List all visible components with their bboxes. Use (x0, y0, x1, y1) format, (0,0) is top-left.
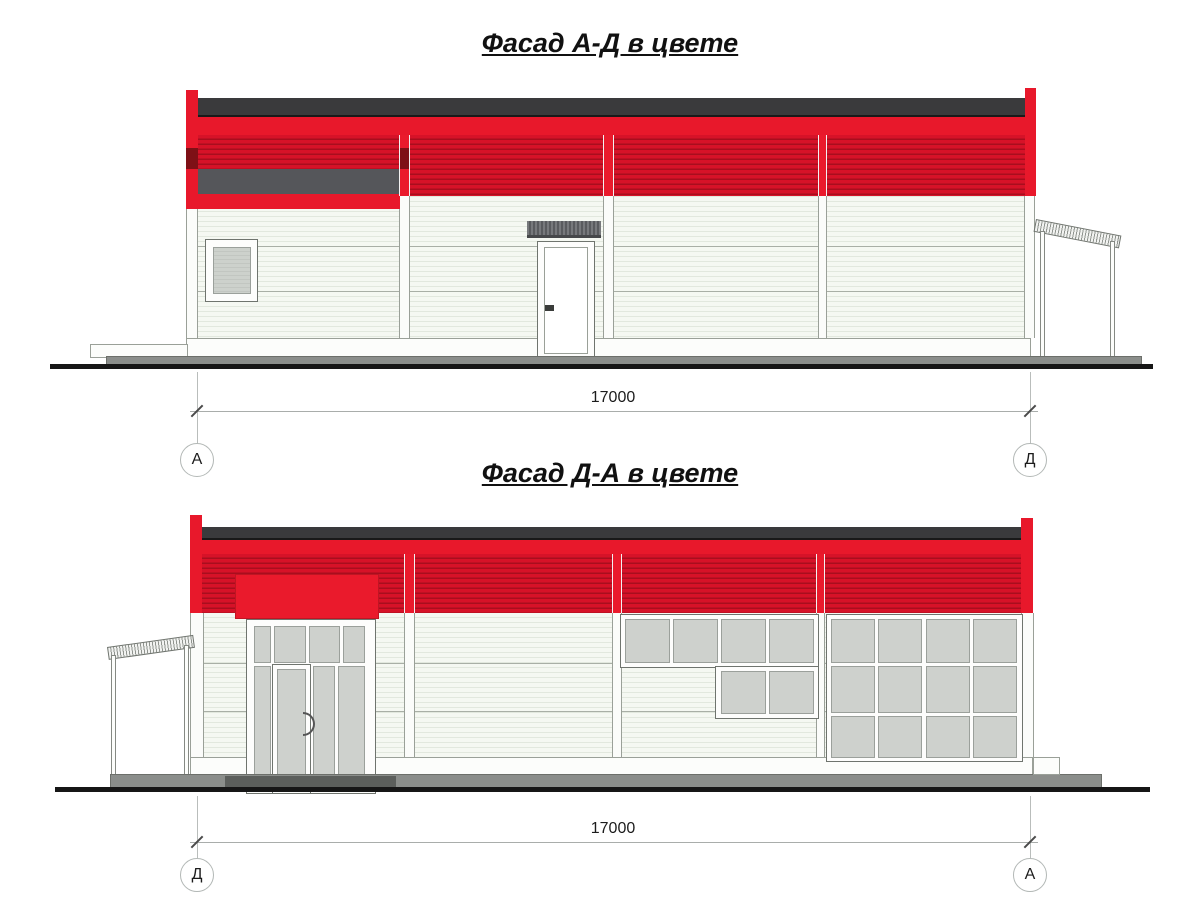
f2-glazing-pane (831, 619, 875, 663)
f1-red-band-left (197, 135, 400, 169)
f2-transom-pane (343, 626, 365, 663)
f2-glazing-pane (973, 666, 1017, 713)
f2-sidelight-left (254, 666, 271, 788)
facade-a-d-title: Фасад А-Д в цвете (481, 28, 739, 58)
f1-window-glass (213, 247, 251, 294)
f2-end-column-right (1021, 518, 1033, 613)
f2-dimension-label: 17000 (590, 820, 636, 837)
f1-end-column-left (186, 90, 198, 209)
f1-door-leaf (544, 247, 588, 354)
f2-glazing-pane (878, 666, 922, 713)
f1-red-strip-top (197, 117, 1031, 135)
f2-pilaster-3-red (816, 554, 825, 613)
f2-glazing-pane (878, 716, 922, 758)
f1-end-column-left-darkred (186, 148, 198, 169)
f1-pilaster-1-darkred (400, 148, 409, 169)
f2-pilaster-1-lower (404, 613, 415, 757)
f2-leanto-post-right (184, 645, 189, 777)
f2-glazing-pane (721, 671, 766, 714)
f2-ground-line (55, 787, 1150, 792)
f1-ground-line (50, 364, 1153, 369)
f1-dimension-line (190, 411, 1038, 412)
f2-pilaster-1-red (404, 554, 415, 613)
f2-glazing-pane (769, 671, 814, 714)
f1-red-band-right (400, 135, 1031, 196)
f1-red-strip-under-gray (197, 194, 400, 209)
f1-leanto-post-left (1040, 231, 1045, 360)
f2-glazing-pane (926, 716, 970, 758)
f1-axis-bubble-right: Д (1013, 443, 1047, 477)
f2-roof-fascia (197, 527, 1031, 540)
f1-pilaster-1-lower (399, 196, 410, 338)
f2-transom-pane (254, 626, 271, 663)
f2-glazing-pane (625, 619, 670, 663)
f2-glazing-pane (973, 619, 1017, 663)
f2-glazing-pane (673, 619, 718, 663)
f2-transom-pane (274, 626, 306, 663)
f2-extension-line-right (1030, 796, 1031, 858)
f2-entry-door-glass (277, 669, 306, 789)
f1-dimension-label: 17000 (590, 389, 636, 406)
f2-entrance-sign-box (235, 574, 379, 619)
f2-sidelight-mid (313, 666, 335, 788)
f2-axis-bubble-right: А (1013, 858, 1047, 892)
f2-glazing-pane (831, 716, 875, 758)
f1-gray-sign-band (197, 169, 400, 194)
f1-leanto-roof (1034, 219, 1122, 248)
f2-glazing-pane (769, 619, 814, 663)
f1-pilaster-2-red (603, 135, 614, 196)
f1-door-canopy (527, 221, 601, 238)
f2-glazing-pane (926, 666, 970, 713)
f2-end-column-left (190, 515, 202, 613)
f1-roof-fascia (197, 98, 1031, 117)
f2-sidelight-right (338, 666, 365, 788)
facade-d-a-title: Фасад Д-А в цвете (481, 458, 739, 488)
f2-extension-line-left (197, 796, 198, 858)
f1-corner-trim-left (186, 209, 198, 338)
f2-transom-pane (309, 626, 340, 663)
f1-pilaster-3-red (818, 135, 827, 196)
f2-glazing-pane (878, 619, 922, 663)
f1-plinth (186, 338, 1031, 357)
f2-glazing-pane (831, 666, 875, 713)
f2-glazing-pane (926, 619, 970, 663)
f1-corner-trim-right (1024, 196, 1035, 338)
f2-pilaster-2-red (612, 554, 622, 613)
f1-leanto-post-right (1110, 241, 1115, 360)
f2-glazing-pane (973, 716, 1017, 758)
f2-side-step (1033, 757, 1060, 775)
f1-door-handle (545, 305, 554, 311)
f1-pilaster-1-red (399, 135, 410, 196)
f1-pilaster-2-lower (603, 196, 614, 338)
f1-axis-bubble-left: А (180, 443, 214, 477)
f2-leanto-post-left (111, 655, 116, 777)
f2-dimension-line (190, 842, 1038, 843)
f1-end-column-right (1025, 88, 1036, 196)
f2-glazing-pane (721, 619, 766, 663)
f2-leanto-roof (107, 635, 195, 660)
f2-red-strip-top (197, 540, 1031, 554)
f1-pilaster-3-lower (818, 196, 827, 338)
f2-axis-bubble-left: Д (180, 858, 214, 892)
